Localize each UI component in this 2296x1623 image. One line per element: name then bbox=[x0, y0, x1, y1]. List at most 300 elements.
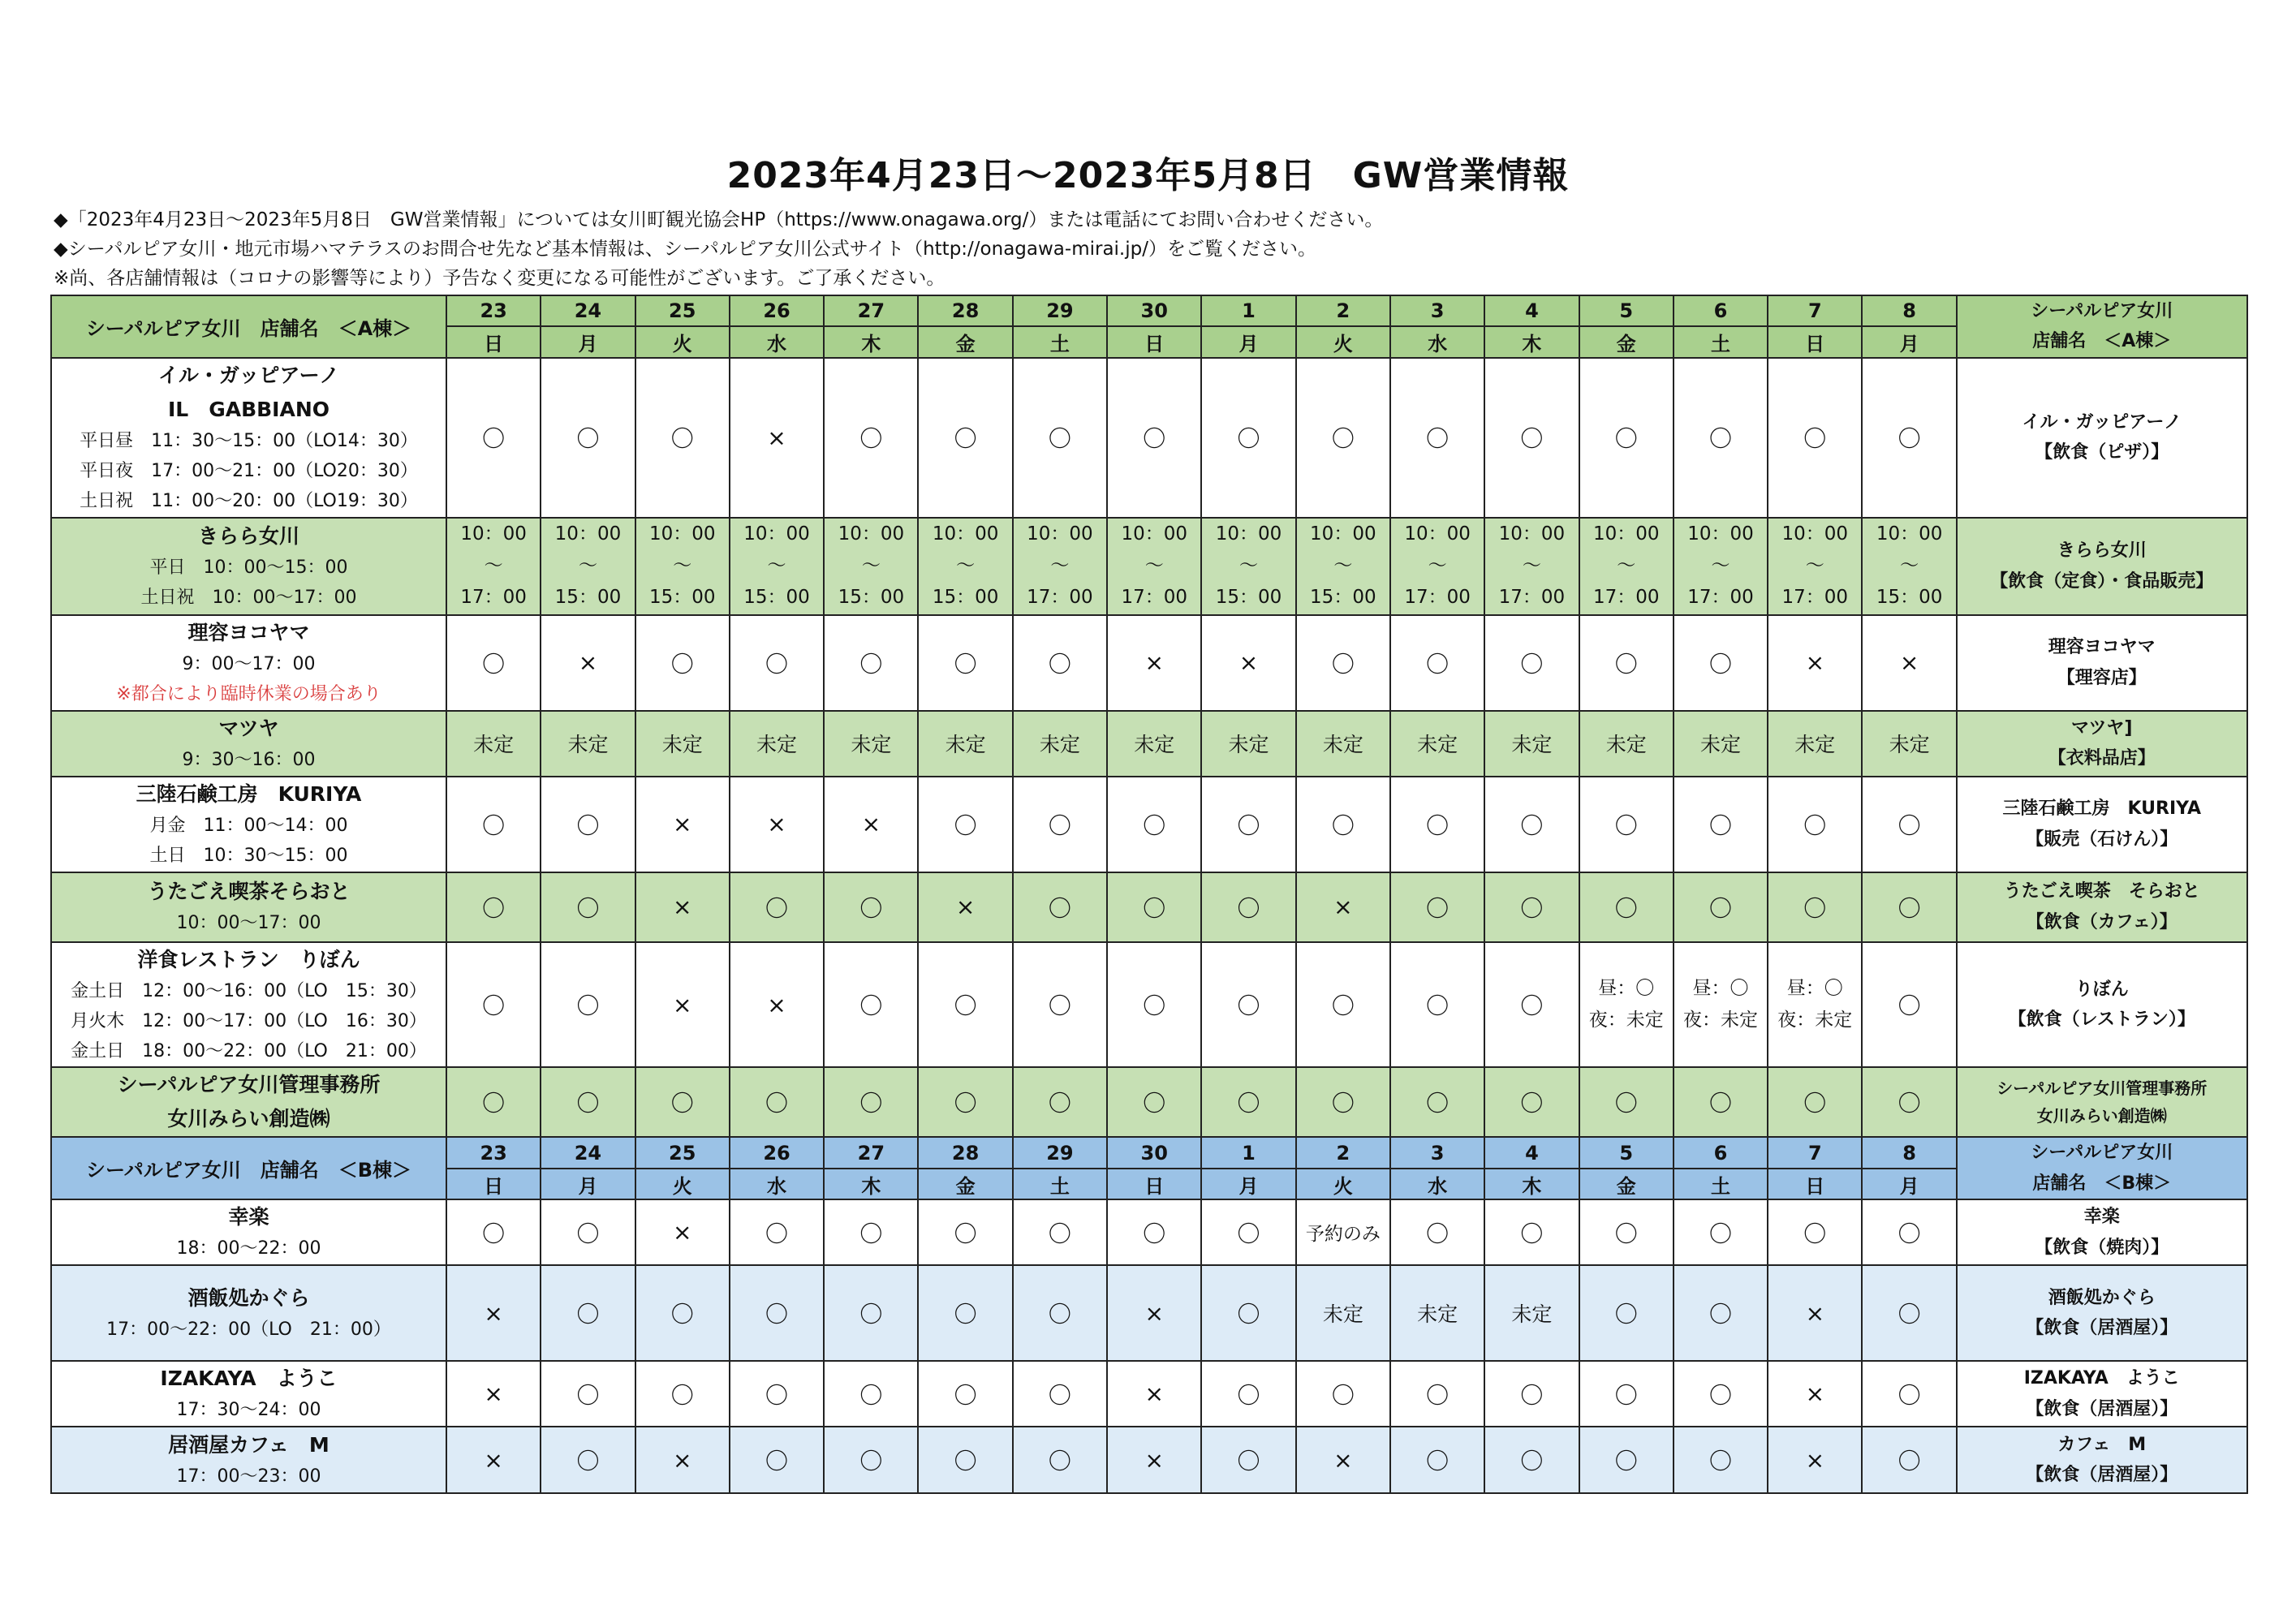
date-header: 3 bbox=[1390, 1137, 1484, 1168]
date-header: 26 bbox=[730, 1137, 824, 1168]
status-cell: 未定 bbox=[635, 711, 730, 777]
status-cell: 〇 bbox=[635, 1361, 730, 1427]
status-cell: 〇 bbox=[824, 615, 918, 711]
status-cell: 〇 bbox=[1862, 1199, 1956, 1265]
status-cell: 〇 bbox=[1201, 1427, 1295, 1493]
status-cell: 〇 bbox=[1296, 615, 1390, 711]
time-part: ～ bbox=[484, 555, 503, 577]
status-part: 夜：未定 bbox=[1777, 1010, 1853, 1031]
shop-name: 酒飯処かぐら bbox=[187, 1285, 310, 1310]
note-line: ◆シーパルピア女川・地元市場ハマテラスのお問合せ先など基本情報は、シーパルピア女川公式サイト（http://onagawa-mirai.jp/）をご覧ください。 bbox=[54, 239, 1316, 260]
date-header: 23 bbox=[446, 295, 541, 326]
shop-hours: 9：00～17：00 bbox=[182, 653, 316, 674]
shop-category bbox=[1957, 872, 2247, 942]
status-cell: 〇 bbox=[1579, 358, 1674, 518]
status-cell: 〇 bbox=[918, 777, 1012, 872]
status-part: 夜：未定 bbox=[1588, 1010, 1664, 1031]
shop-hours: 月金 11：00～14：00 bbox=[149, 815, 348, 836]
status-cell: 未定 bbox=[1390, 1265, 1484, 1361]
shop-info bbox=[51, 711, 446, 777]
status-cell: 〇 bbox=[1107, 358, 1201, 518]
weekday-header: 火 bbox=[635, 1169, 730, 1199]
shop-name: 居酒屋カフェ M bbox=[168, 1432, 330, 1457]
status-cell: 〇 bbox=[1674, 777, 1768, 872]
status-cell: 〇 bbox=[730, 1427, 824, 1493]
status-cell: 〇 bbox=[1484, 358, 1579, 518]
time-part: ～ bbox=[1522, 555, 1541, 577]
header-right-line: 店舗名 ＜B棟＞ bbox=[2032, 1173, 2172, 1194]
status-cell: 未定 bbox=[1013, 711, 1107, 777]
date-header: 4 bbox=[1484, 295, 1579, 326]
status-cell: 〇 bbox=[1579, 777, 1674, 872]
category-line: 【飲食（居酒屋）】 bbox=[2026, 1465, 2178, 1486]
status-cell: 〇 bbox=[1013, 1067, 1107, 1137]
status-cell: 〇 bbox=[824, 1361, 918, 1427]
note-line: ◆「2023年4月23日～2023年5月8日 GW営業情報」については女川町観光協会HP（https://www.onagawa.org/）または電話にてお問い合わせください。 bbox=[54, 209, 1384, 230]
date-header: 29 bbox=[1013, 295, 1107, 326]
shop-info bbox=[51, 1067, 446, 1137]
status-cell: × bbox=[730, 942, 824, 1068]
status-cell: 〇 bbox=[1201, 1067, 1295, 1137]
weekday-header: 月 bbox=[541, 1169, 635, 1199]
status-cell: 〇 bbox=[1390, 872, 1484, 942]
status-part: 夜：未定 bbox=[1683, 1010, 1758, 1031]
section-header-right bbox=[1957, 1137, 2247, 1199]
status-cell: × bbox=[1768, 615, 1862, 711]
status-cell: × bbox=[918, 872, 1012, 942]
shop-name: 洋食レストラン りぼん bbox=[137, 947, 360, 971]
status-cell: 未定 bbox=[824, 711, 918, 777]
time-part: 15：00 bbox=[1215, 587, 1282, 609]
status-cell: 〇 bbox=[1390, 1067, 1484, 1137]
status-cell: 〇 bbox=[1484, 1427, 1579, 1493]
weekday-header: 日 bbox=[1107, 326, 1201, 357]
time-part: 17：00 bbox=[1498, 587, 1566, 609]
time-part: ～ bbox=[1333, 555, 1353, 577]
date-header: 7 bbox=[1768, 295, 1862, 326]
header-right-line: 店舗名 ＜A棟＞ bbox=[2032, 331, 2172, 352]
status-cell: 〇 bbox=[446, 777, 541, 872]
status-cell: 〇 bbox=[635, 358, 730, 518]
status-cell: 〇 bbox=[1674, 1199, 1768, 1265]
shop-hours: 土日 10：30～15：00 bbox=[149, 845, 348, 866]
status-cell: 〇 bbox=[1674, 1067, 1768, 1137]
time-part: 15：00 bbox=[838, 587, 905, 609]
status-cell: 〇 bbox=[1013, 942, 1107, 1068]
shop-name: マツヤ bbox=[218, 716, 279, 740]
category-line: 【飲食（焼肉）】 bbox=[2035, 1237, 2169, 1258]
status-cell: 〇 bbox=[824, 1265, 918, 1361]
time-part: ～ bbox=[1428, 555, 1447, 577]
status-cell: 〇 bbox=[1484, 1361, 1579, 1427]
shop-warning: ※都合により臨時休業の場合あり bbox=[116, 683, 381, 704]
status-cell: 〇 bbox=[1390, 777, 1484, 872]
status-cell: × bbox=[446, 1427, 541, 1493]
time-part: ～ bbox=[578, 555, 597, 577]
time-part: 15：00 bbox=[554, 587, 622, 609]
status-cell: 〇 bbox=[1296, 777, 1390, 872]
time-cell bbox=[1296, 518, 1390, 615]
time-part: 17：00 bbox=[1781, 587, 1849, 609]
date-header: 25 bbox=[635, 1137, 730, 1168]
status-cell: 〇 bbox=[635, 1067, 730, 1137]
shop-category bbox=[1957, 1199, 2247, 1265]
shop-hours: 土日祝 11：00～20：00（LO19：30） bbox=[80, 490, 418, 511]
status-cell: 未定 bbox=[918, 711, 1012, 777]
time-part: 17：00 bbox=[460, 587, 527, 609]
status-part: 昼：〇 bbox=[1692, 977, 1749, 999]
status-cell: 〇 bbox=[1296, 1361, 1390, 1427]
status-cell: 〇 bbox=[446, 1199, 541, 1265]
category-line: 【飲食（レストラン）】 bbox=[2008, 1010, 2195, 1031]
date-header: 3 bbox=[1390, 295, 1484, 326]
shop-row bbox=[51, 358, 2247, 518]
date-header: 5 bbox=[1579, 1137, 1674, 1168]
status-cell: 〇 bbox=[635, 615, 730, 711]
status-cell: 〇 bbox=[730, 872, 824, 942]
weekday-header: 木 bbox=[1484, 326, 1579, 357]
shop-name: シーパルピア女川管理事務所 bbox=[117, 1073, 381, 1097]
weekday-header: 水 bbox=[1390, 326, 1484, 357]
status-cell: 〇 bbox=[446, 1067, 541, 1137]
shop-info bbox=[51, 942, 446, 1068]
shop-row bbox=[51, 872, 2247, 942]
weekday-header: 月 bbox=[1201, 1169, 1295, 1199]
status-cell: 〇 bbox=[541, 358, 635, 518]
category-line: 理容ヨコヤマ bbox=[2048, 637, 2156, 658]
weekday-header: 金 bbox=[918, 326, 1012, 357]
shop-name: きらら女川 bbox=[197, 523, 299, 548]
shop-category bbox=[1957, 1265, 2247, 1361]
weekday-header: 日 bbox=[446, 326, 541, 357]
shop-info bbox=[51, 1199, 446, 1265]
category-line: うたごえ喫茶 そらおと bbox=[2003, 881, 2200, 902]
weekday-header: 金 bbox=[1579, 326, 1674, 357]
weekday-header: 金 bbox=[918, 1169, 1012, 1199]
time-part: 15：00 bbox=[648, 587, 716, 609]
category-line: 【衣料品店】 bbox=[2048, 748, 2156, 769]
status-cell: 〇 bbox=[918, 942, 1012, 1068]
time-cell bbox=[1484, 518, 1579, 615]
status-cell: 〇 bbox=[1862, 1361, 1956, 1427]
category-line: IZAKAYA ようこ bbox=[2023, 1368, 2180, 1389]
status-cell: 〇 bbox=[1768, 872, 1862, 942]
weekday-header: 月 bbox=[541, 326, 635, 357]
status-cell: 〇 bbox=[1484, 942, 1579, 1068]
shop-name: 女川みらい創造㈱ bbox=[167, 1107, 330, 1131]
status-cell: 〇 bbox=[1768, 777, 1862, 872]
status-cell: 〇 bbox=[541, 1427, 635, 1493]
shop-info bbox=[51, 1361, 446, 1427]
time-part: ～ bbox=[1711, 555, 1730, 577]
category-line: イル・ガッピアーノ bbox=[2022, 411, 2182, 433]
date-header: 28 bbox=[918, 295, 1012, 326]
status-cell: 〇 bbox=[541, 942, 635, 1068]
status-cell: 〇 bbox=[824, 1427, 918, 1493]
weekday-header: 水 bbox=[730, 1169, 824, 1199]
shop-category bbox=[1957, 1067, 2247, 1137]
status-cell bbox=[1674, 942, 1768, 1068]
category-line: 女川みらい創造㈱ bbox=[2036, 1106, 2167, 1126]
status-cell: 未定 bbox=[1579, 711, 1674, 777]
status-cell: 〇 bbox=[635, 1265, 730, 1361]
status-cell: × bbox=[635, 942, 730, 1068]
shop-category bbox=[1957, 1427, 2247, 1493]
date-header: 23 bbox=[446, 1137, 541, 1168]
status-cell: × bbox=[1862, 615, 1956, 711]
status-part: 昼：〇 bbox=[1598, 977, 1655, 999]
shop-name: 三陸石鹸工房 KURIYA bbox=[136, 781, 362, 806]
time-cell bbox=[1768, 518, 1862, 615]
status-cell: 〇 bbox=[1484, 615, 1579, 711]
status-cell: 〇 bbox=[446, 872, 541, 942]
date-header: 24 bbox=[541, 295, 635, 326]
time-part: 15：00 bbox=[743, 587, 810, 609]
weekday-header: 日 bbox=[1768, 326, 1862, 357]
status-cell: 〇 bbox=[1579, 615, 1674, 711]
shop-info bbox=[51, 615, 446, 711]
status-cell: 〇 bbox=[824, 942, 918, 1068]
status-cell: × bbox=[1201, 615, 1295, 711]
time-part: ～ bbox=[1144, 555, 1164, 577]
status-cell: × bbox=[635, 1427, 730, 1493]
category-line: マツヤ] bbox=[2071, 717, 2133, 738]
status-cell: 〇 bbox=[1013, 1427, 1107, 1493]
status-cell: 〇 bbox=[1862, 777, 1956, 872]
shop-category bbox=[1957, 777, 2247, 872]
weekday-header: 月 bbox=[1862, 326, 1956, 357]
status-cell: 未定 bbox=[1296, 711, 1390, 777]
shop-name: IZAKAYA ようこ bbox=[160, 1367, 338, 1391]
status-cell: 〇 bbox=[1862, 872, 1956, 942]
status-cell: 未定 bbox=[1674, 711, 1768, 777]
schedule-table bbox=[50, 295, 2248, 1494]
status-cell: 〇 bbox=[541, 777, 635, 872]
time-part: ～ bbox=[1900, 555, 1919, 577]
weekday-header: 火 bbox=[1296, 326, 1390, 357]
category-line: 酒飯処かぐら bbox=[2048, 1287, 2156, 1308]
time-part: ～ bbox=[861, 555, 881, 577]
status-cell: 〇 bbox=[1201, 942, 1295, 1068]
status-cell: 未定 bbox=[1768, 711, 1862, 777]
shop-name: うたごえ喫茶そらおと bbox=[147, 880, 351, 904]
category-line: 【飲食（カフェ）】 bbox=[2026, 911, 2178, 932]
time-part: ～ bbox=[1239, 555, 1259, 577]
shop-hours: 金土日 12：00～16：00（LO 15：30） bbox=[71, 980, 427, 1001]
date-header: 24 bbox=[541, 1137, 635, 1168]
status-cell: 〇 bbox=[730, 1361, 824, 1427]
shop-row bbox=[51, 1427, 2247, 1493]
shop-hours: 17：00～22：00（LO 21：00） bbox=[106, 1319, 391, 1340]
status-cell: 〇 bbox=[918, 1361, 1012, 1427]
time-part: 17：00 bbox=[1687, 587, 1754, 609]
status-cell: 〇 bbox=[918, 1265, 1012, 1361]
status-cell: × bbox=[1107, 1427, 1201, 1493]
shop-row bbox=[51, 777, 2247, 872]
status-cell: × bbox=[1768, 1427, 1862, 1493]
status-cell: 〇 bbox=[541, 1067, 635, 1137]
time-part: ～ bbox=[767, 555, 786, 577]
status-cell: 〇 bbox=[1013, 1199, 1107, 1265]
date-header: 2 bbox=[1296, 1137, 1390, 1168]
header-right-line: シーパルピア女川 bbox=[2031, 301, 2173, 321]
status-cell: 〇 bbox=[1390, 615, 1484, 711]
status-cell: × bbox=[446, 1265, 541, 1361]
status-cell: × bbox=[635, 872, 730, 942]
time-part: ～ bbox=[1617, 555, 1636, 577]
note-line: ※尚、各店舗情報は（コロナの影響等により）予告なく変更になる可能性がございます。ご了承ください。 bbox=[54, 268, 946, 289]
section-header-right bbox=[1957, 295, 2247, 358]
status-cell: 〇 bbox=[1674, 1265, 1768, 1361]
time-cell bbox=[1862, 518, 1956, 615]
status-cell: 〇 bbox=[1674, 872, 1768, 942]
shop-hours: 10：00～17：00 bbox=[176, 913, 321, 934]
status-cell: × bbox=[446, 1361, 541, 1427]
status-cell: 〇 bbox=[1768, 1067, 1862, 1137]
status-part: 昼：〇 bbox=[1786, 977, 1843, 999]
time-cell bbox=[1579, 518, 1674, 615]
status-cell: 〇 bbox=[1201, 1265, 1295, 1361]
time-cell bbox=[1390, 518, 1484, 615]
weekday-header: 日 bbox=[1768, 1169, 1862, 1199]
time-part: ～ bbox=[673, 555, 692, 577]
time-part: 10：00 bbox=[932, 523, 999, 545]
shop-row bbox=[51, 1265, 2247, 1361]
status-cell: 〇 bbox=[1013, 1361, 1107, 1427]
time-cell bbox=[1013, 518, 1107, 615]
date-header: 29 bbox=[1013, 1137, 1107, 1168]
status-cell: 〇 bbox=[918, 358, 1012, 518]
shop-hours: 平日昼 11：30～15：00（LO14：30） bbox=[80, 430, 418, 451]
status-cell: 〇 bbox=[1390, 942, 1484, 1068]
status-cell: 〇 bbox=[730, 615, 824, 711]
shop-hours: 17：30～24：00 bbox=[176, 1400, 321, 1421]
status-cell: 未定 bbox=[1107, 711, 1201, 777]
weekday-header: 土 bbox=[1013, 1169, 1107, 1199]
status-cell: 〇 bbox=[1674, 358, 1768, 518]
weekday-header: 木 bbox=[824, 326, 918, 357]
weekday-header: 月 bbox=[1862, 1169, 1956, 1199]
weekday-header: 火 bbox=[1296, 1169, 1390, 1199]
status-cell: 〇 bbox=[1201, 1361, 1295, 1427]
status-cell: 〇 bbox=[1201, 358, 1295, 518]
weekday-header: 日 bbox=[1107, 1169, 1201, 1199]
status-cell: 〇 bbox=[1484, 777, 1579, 872]
date-header: 30 bbox=[1107, 295, 1201, 326]
status-cell: 〇 bbox=[1013, 1265, 1107, 1361]
status-cell: 〇 bbox=[1107, 1199, 1201, 1265]
shop-hours: 平日 10：00～15：00 bbox=[149, 557, 348, 578]
status-cell: 〇 bbox=[918, 1199, 1012, 1265]
status-cell: × bbox=[1107, 1361, 1201, 1427]
time-cell bbox=[1201, 518, 1295, 615]
status-cell: 〇 bbox=[1296, 358, 1390, 518]
category-line: 【飲食（居酒屋）】 bbox=[2026, 1398, 2178, 1419]
status-cell: 〇 bbox=[1013, 615, 1107, 711]
shop-info bbox=[51, 777, 446, 872]
category-line: シーパルピア女川管理事務所 bbox=[1997, 1078, 2208, 1099]
status-cell: × bbox=[635, 1199, 730, 1265]
category-line: 幸楽 bbox=[2083, 1207, 2120, 1228]
time-part: 10：00 bbox=[1404, 523, 1471, 545]
date-header: 25 bbox=[635, 295, 730, 326]
shop-info bbox=[51, 1427, 446, 1493]
status-cell: 未定 bbox=[1296, 1265, 1390, 1361]
time-part: 15：00 bbox=[1876, 587, 1943, 609]
shop-name: 幸楽 bbox=[228, 1205, 269, 1229]
status-cell: 〇 bbox=[1768, 358, 1862, 518]
time-cell bbox=[635, 518, 730, 615]
time-part: 15：00 bbox=[932, 587, 999, 609]
shop-category bbox=[1957, 711, 2247, 777]
shop-hours: 18：00～22：00 bbox=[176, 1238, 321, 1259]
status-cell: 予約のみ bbox=[1296, 1199, 1390, 1265]
time-part: 10：00 bbox=[1310, 523, 1376, 545]
time-part: 10：00 bbox=[838, 523, 905, 545]
shop-hours: 17：00～23：00 bbox=[176, 1466, 321, 1487]
status-cell: 〇 bbox=[1107, 872, 1201, 942]
shop-info bbox=[51, 358, 446, 518]
time-part: 10：00 bbox=[1687, 523, 1754, 545]
shop-row bbox=[51, 1067, 2247, 1137]
date-header: 1 bbox=[1201, 1137, 1295, 1168]
status-cell: 〇 bbox=[1390, 1199, 1484, 1265]
shop-category bbox=[1957, 942, 2247, 1068]
status-cell: 〇 bbox=[730, 1265, 824, 1361]
shop-info bbox=[51, 518, 446, 615]
time-cell bbox=[446, 518, 541, 615]
category-line: 【販売（石けん）】 bbox=[2026, 829, 2178, 850]
shop-category bbox=[1957, 615, 2247, 711]
shop-info bbox=[51, 872, 446, 942]
status-cell: 〇 bbox=[1579, 872, 1674, 942]
status-cell: × bbox=[1768, 1265, 1862, 1361]
weekday-header: 金 bbox=[1579, 1169, 1674, 1199]
shop-category bbox=[1957, 358, 2247, 518]
status-cell: 未定 bbox=[1201, 711, 1295, 777]
header-right-line: シーパルピア女川 bbox=[2031, 1143, 2173, 1164]
time-part: 10：00 bbox=[743, 523, 810, 545]
status-cell: 〇 bbox=[541, 872, 635, 942]
weekday-header: 土 bbox=[1013, 326, 1107, 357]
time-part: 10：00 bbox=[1781, 523, 1849, 545]
status-cell: 〇 bbox=[1107, 777, 1201, 872]
category-line: 【理容店】 bbox=[2057, 667, 2147, 688]
status-cell: 〇 bbox=[1107, 1067, 1201, 1137]
date-header: 6 bbox=[1674, 1137, 1768, 1168]
date-header: 27 bbox=[824, 295, 918, 326]
status-cell: 〇 bbox=[730, 1199, 824, 1265]
status-cell: 未定 bbox=[1862, 711, 1956, 777]
status-cell: 〇 bbox=[918, 1427, 1012, 1493]
status-cell: 〇 bbox=[1484, 872, 1579, 942]
status-cell: 〇 bbox=[1674, 1427, 1768, 1493]
shop-category bbox=[1957, 1361, 2247, 1427]
status-cell: 〇 bbox=[1862, 358, 1956, 518]
time-part: 10：00 bbox=[1027, 523, 1093, 545]
status-cell: 〇 bbox=[1862, 1265, 1956, 1361]
time-cell bbox=[1674, 518, 1768, 615]
status-cell: 〇 bbox=[541, 1265, 635, 1361]
status-cell: × bbox=[730, 358, 824, 518]
date-header: 8 bbox=[1862, 295, 1956, 326]
status-cell: 〇 bbox=[1579, 1265, 1674, 1361]
status-cell: 〇 bbox=[824, 1067, 918, 1137]
time-cell bbox=[1107, 518, 1201, 615]
status-cell: 〇 bbox=[1862, 1427, 1956, 1493]
date-header: 28 bbox=[918, 1137, 1012, 1168]
shop-row bbox=[51, 615, 2247, 711]
